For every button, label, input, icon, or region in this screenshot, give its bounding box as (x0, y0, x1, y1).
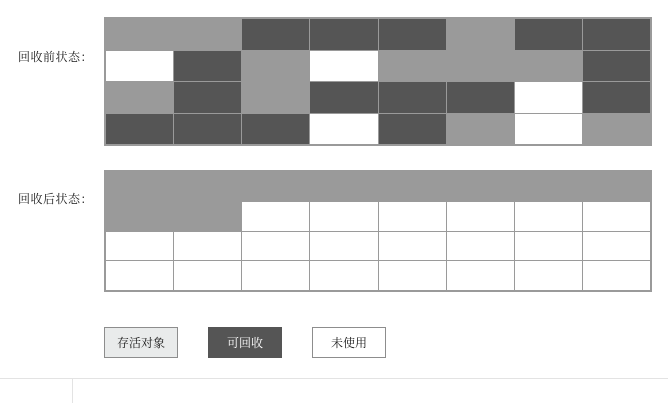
before-cell-r1-c6 (515, 51, 582, 82)
after-cell-r0-c4 (379, 172, 446, 201)
after-cell-r1-c4 (379, 202, 446, 231)
before-cell-r3-c3 (310, 114, 377, 145)
after-cell-r0-c1 (174, 172, 241, 201)
before-cell-r3-c6 (515, 114, 582, 145)
after-cell-r3-c2 (242, 261, 309, 290)
legend-item-garbage: 可回收 (208, 327, 282, 358)
before-cell-r3-c5 (447, 114, 514, 145)
before-cell-r0-c7 (583, 19, 650, 50)
after-cell-r2-c2 (242, 232, 309, 261)
before-cell-r1-c4 (379, 51, 446, 82)
before-cell-r1-c2 (242, 51, 309, 82)
before-cell-r0-c6 (515, 19, 582, 50)
divider-horizontal (0, 378, 668, 379)
before-cell-r2-c7 (583, 82, 650, 113)
after-cell-r3-c7 (583, 261, 650, 290)
after-cell-r2-c4 (379, 232, 446, 261)
before-cell-r1-c7 (583, 51, 650, 82)
after-cell-r0-c0 (106, 172, 173, 201)
divider-vertical (72, 378, 73, 403)
before-cell-r1-c0 (106, 51, 173, 82)
after-cell-r1-c5 (447, 202, 514, 231)
after-state-grid (104, 170, 652, 292)
after-cell-r0-c5 (447, 172, 514, 201)
before-cell-r3-c7 (583, 114, 650, 145)
before-cell-r3-c1 (174, 114, 241, 145)
before-state-label: 回收前状态： (18, 50, 94, 64)
after-cell-r1-c3 (310, 202, 377, 231)
before-cell-r2-c4 (379, 82, 446, 113)
before-cell-r1-c5 (447, 51, 514, 82)
before-cell-r2-c6 (515, 82, 582, 113)
legend-item-live-object: 存活对象 (104, 327, 178, 358)
after-cell-r3-c5 (447, 261, 514, 290)
before-cell-r2-c1 (174, 82, 241, 113)
after-state-label: 回收后状态： (18, 192, 94, 206)
after-cell-r0-c3 (310, 172, 377, 201)
after-cell-r3-c3 (310, 261, 377, 290)
after-cell-r1-c7 (583, 202, 650, 231)
after-cell-r1-c2 (242, 202, 309, 231)
before-cell-r0-c4 (379, 19, 446, 50)
after-cell-r2-c3 (310, 232, 377, 261)
before-cell-r2-c0 (106, 82, 173, 113)
after-cell-r1-c6 (515, 202, 582, 231)
after-cell-r0-c7 (583, 172, 650, 201)
before-cell-r0-c2 (242, 19, 309, 50)
before-state-grid (104, 17, 652, 146)
after-cell-r1-c1 (174, 202, 241, 231)
after-cell-r2-c7 (583, 232, 650, 261)
after-cell-r0-c6 (515, 172, 582, 201)
before-cell-r3-c2 (242, 114, 309, 145)
before-cell-r1-c1 (174, 51, 241, 82)
after-cell-r2-c5 (447, 232, 514, 261)
after-cell-r1-c0 (106, 202, 173, 231)
legend (104, 327, 386, 358)
before-cell-r0-c3 (310, 19, 377, 50)
before-cell-r1-c3 (310, 51, 377, 82)
before-cell-r0-c1 (174, 19, 241, 50)
after-cell-r2-c1 (174, 232, 241, 261)
after-cell-r3-c1 (174, 261, 241, 290)
after-cell-r0-c2 (242, 172, 309, 201)
after-cell-r3-c6 (515, 261, 582, 290)
after-cell-r2-c0 (106, 232, 173, 261)
before-cell-r0-c5 (447, 19, 514, 50)
before-cell-r0-c0 (106, 19, 173, 50)
after-cell-r3-c4 (379, 261, 446, 290)
before-cell-r2-c5 (447, 82, 514, 113)
before-cell-r3-c0 (106, 114, 173, 145)
after-cell-r3-c0 (106, 261, 173, 290)
before-cell-r2-c3 (310, 82, 377, 113)
before-cell-r3-c4 (379, 114, 446, 145)
legend-item-unused: 未使用 (312, 327, 386, 358)
after-cell-r2-c6 (515, 232, 582, 261)
before-cell-r2-c2 (242, 82, 309, 113)
